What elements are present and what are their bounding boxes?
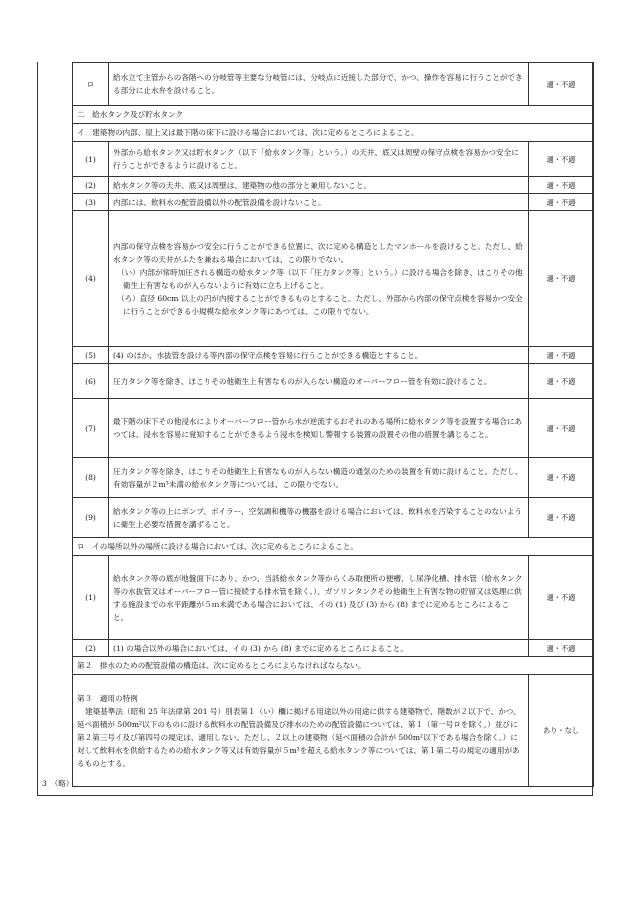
row-text: (4) のほか、水抜管を設ける等内部の保守点検を容易に行うことができる構造とすること。 [109,347,529,364]
row-text: 給水タンク等の上にポンプ、ボイラー、空気調和機等の機器を設ける場合においては、飲料水を汚染することのないように衛生上必要な措置を講ずること。 [109,498,529,538]
checklist-table [72,62,594,787]
row-number: (9) [73,498,109,538]
table-row [73,211,594,347]
section-dai3 [73,675,529,787]
answer-cell: 適・不適 [529,556,594,640]
row-text: 圧力タンク等を除き、ほこりその他衛生上有害なものが入らない構造のオーバーフロー管を有効に設けること。 [109,364,529,399]
table-row [73,657,594,675]
table-row [73,194,594,211]
row-text-subitem: （い）内部が常時加圧される構造の給水タンク等（以下「圧力タンク等」という。）に設ける場合を除き、ほこりその他衛生上有害なものが入らないように有効に立ち上げること。 [117,267,523,290]
table-row [73,538,594,556]
table-row [73,364,594,399]
row-text: 給水タンク等の底が地盤面下にあり、かつ、当該給水タンク等からくみ取便所の便槽、し尿浄化槽、排水管（給水タンク等の水抜管又はオーバーフロー管に接続する排水管を除く。）、ガソリンタンクその他衛生上有害な物の貯留又は処理に供する施設までの水平距離が５ｍ未満である場合においては、イの (1) 及び (3) から (8) までに定めるところによること。 [109,556,529,640]
section-header: 二 給水タンク及び貯水タンク [73,106,594,124]
row-text: (1) の場合以外の場合においては、イの (3) から (8) までに定めるところによること。 [109,640,529,657]
row-text: 給水立て主管からの各階への分岐管等主要な分岐管には、分岐点に近接した部分で、かつ、操作を容易に行うことができる部分に止水弁を設けること。 [109,63,529,106]
answer-cell: あり・なし [529,675,594,787]
subsection-header: イ 建築物の内部、屋上又は最下階の床下に設ける場合においては、次に定めるところによること。 [73,124,594,142]
table-row [73,556,594,640]
table-row [73,177,594,194]
answer-cell: 適・不適 [529,177,594,194]
row-text: 内部には、飲料水の配管設備以外の配管設備を設けないこと。 [109,194,529,211]
section-dai3-title: 第３ 適用の特例 [77,693,138,703]
answer-cell: 適・不適 [529,458,594,498]
row-number: (1) [73,142,109,177]
answer-cell: 適・不適 [529,347,594,364]
row-number: (8) [73,458,109,498]
row-text: 給水タンク等の天井、底又は周壁は、建築物の他の部分と兼用しないこと。 [109,177,529,194]
table-row [73,347,594,364]
answer-cell: 適・不適 [529,364,594,399]
row-text: 最下階の床下その他浸水によりオーバーフロー管から水が逆流するおそれのある場所に給水タンク等を設置する場合にあつては、浸水を容易に覚知することができるよう浸水を検知し警報する装置の設置その他の措置を講じること。 [109,399,529,458]
table-row [73,640,594,657]
row-text-subitem: （ろ）直径 60cm 以上の円が内接することができるものとすること。ただし、外部から内部の保守点検を容易かつ安全に行うことができる小規模な給水タンク等にあつては、この限りでない。 [117,293,523,316]
answer-cell: 適・不適 [529,194,594,211]
row-text: 外部から給水タンク又は貯水タンク（以下「給水タンク等」という。）の天井、底又は周壁の保守点検を容易かつ安全に行うことができるように設けること。 [109,142,529,177]
row-text-line: 内部の保守点検を容易かつ安全に行うことができる位置に、次に定める構造としたマンホールを設けること。ただし、給水タンク等の天井がふたを兼ねる場合においては、この限りでない。 [113,241,523,264]
answer-cell: 適・不適 [529,640,594,657]
table-row [73,675,594,787]
answer-cell: 適・不適 [529,211,594,347]
answer-cell: 適・不適 [529,399,594,458]
table-row [73,399,594,458]
row-number: (2) [73,177,109,194]
answer-cell: 適・不適 [529,63,594,106]
table-row [73,498,594,538]
section-dai3-text: 建築基準法（昭和 25 年法律第 201 号）別表第１（い）欄に掲げる用途以外の用途に供する建築物で、階数が２以下で、かつ、延べ面積が 500m²以下のものに設ける飲料水の配管設備及び排水のための配管設備については、第１（第一号ロを除く。）並びに第２第三号イ及び第四号の規定は、適用しない。ただし、２以上の建築物（延べ面積の合計が 500m²以下である場合を除く。）に対して飲料水を供給するための給水タンク等又は有効容量が５m³を超える給水タンク等については、第１第二号の規定の適用があるものとする。 [77,706,521,768]
row-number: (1) [73,556,109,640]
table-row [73,106,594,124]
footer-item: 3 （略） [42,779,74,788]
answer-cell: 適・不適 [529,498,594,538]
row-number: ロ [73,63,109,106]
row-text: 圧力タンク等を除き、ほこりその他衛生上有害なものが入らない構造の通気のための装置を有効に設けること。ただし、有効容量が２m³未満の給水タンク等については、この限りでない。 [109,458,529,498]
table-row [73,124,594,142]
table-row [73,63,594,106]
row-number: (7) [73,399,109,458]
section-dai2: 第２ 排水のための配管設備の構造は、次に定めるところによらなければならない。 [73,657,594,675]
table-row [73,458,594,498]
row-number: (3) [73,194,109,211]
table-row [73,142,594,177]
answer-cell: 適・不適 [529,142,594,177]
row-number: (4) [73,211,109,347]
subsection-header: ロ イの場所以外の場所に設ける場合においては、次に定めるところによること。 [73,538,594,556]
row-number: (6) [73,364,109,399]
row-number: (5) [73,347,109,364]
row-text [109,211,529,347]
row-number: (2) [73,640,109,657]
